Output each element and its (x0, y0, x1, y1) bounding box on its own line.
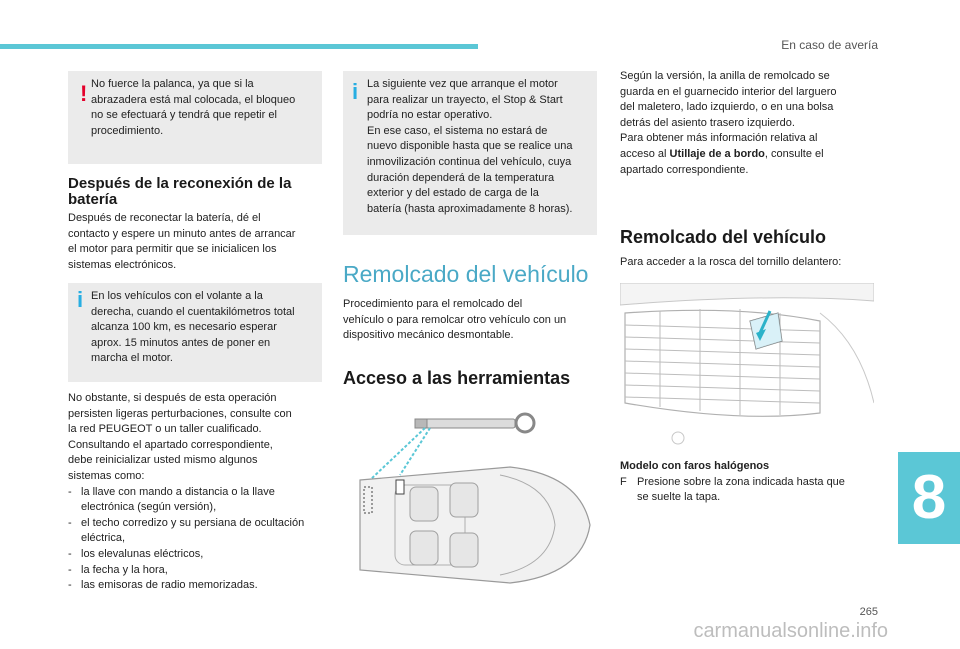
text-line: contacto y espere un minuto antes de arrancar (68, 227, 296, 240)
info-line: inmovilización continua del vehículo, cuya (367, 155, 572, 168)
text-line: del maletero, lado izquierdo, o en una bolsa (620, 101, 834, 114)
text-line: sistemas como: (68, 469, 145, 482)
header-accent-bar (0, 44, 478, 49)
info-line: nuevo disponible hasta que se realice una (367, 140, 573, 153)
info-icon: i (77, 287, 84, 312)
heading-towing-main: Remolcado del vehículo (343, 261, 589, 287)
section-title: En caso de avería (781, 38, 878, 52)
text-line: vehículo o para remolcar otro vehículo con un (343, 313, 567, 326)
heading-line: Después de la reconexión de la (68, 175, 292, 192)
chapter-tab: 8 (898, 452, 960, 544)
right-intro-text (620, 69, 882, 178)
page-number: 265 (859, 606, 878, 618)
info-line: La siguiente vez que arranque el motor (367, 78, 558, 90)
step-marker-icon: F (620, 475, 627, 488)
text-line: dispositivo mecánico desmontable. (343, 329, 514, 342)
text-line: Según la versión, la anilla de remolcado se (620, 70, 830, 82)
bold-reference: Utillaje de a bordo (669, 147, 765, 160)
info-box-left (68, 283, 322, 382)
info-line: derecha, cuando el cuentakilómetros total (91, 305, 295, 318)
exclamation-warning-icon: ! (80, 81, 88, 106)
info-line: duración dependerá de la temperatura (367, 171, 555, 184)
info-icon: i (352, 79, 359, 104)
text-line: detrás del asiento trasero izquierdo. (620, 116, 795, 129)
step-item (620, 475, 882, 506)
info-line: exterior y del estado de carga de la (367, 187, 539, 200)
heading-reconnect (68, 176, 291, 208)
text-line: guarda en el guarnecido interior del larguero (620, 85, 837, 98)
warning-line: procedimiento. (91, 124, 164, 137)
text-line: Consultando el apartado correspondiente, (68, 438, 273, 451)
list-item: - los elevalunas eléctricos, (68, 547, 308, 563)
heading-tools: Acceso a las herramientas (343, 368, 571, 388)
list-item: - el techo corredizo y su persiana de ocultación eléctrica, (68, 516, 308, 547)
info-box-middle (343, 71, 597, 235)
text-line: persisten ligeras perturbaciones, consulte con (68, 407, 292, 420)
systems-list (68, 485, 308, 594)
info-line: En los vehículos con el volante a la (91, 290, 263, 302)
text-line: el motor para permitir que se inicialicen los (68, 243, 277, 256)
after-text (68, 391, 330, 594)
model-label: Modelo con faros halógenos (620, 460, 770, 472)
front-text: Para acceder a la rosca del tornillo delantero: (620, 256, 842, 268)
text-line: debe reinicializar usted mismo algunos (68, 454, 258, 467)
info-line: batería (hasta aproximadamente 8 horas). (367, 202, 573, 215)
warning-line: no se efectuará y tendrá que repetir el (91, 109, 277, 122)
car-top-view-icon (360, 467, 590, 583)
watermark: carmanualsonline.info (693, 620, 888, 642)
info-line: para realizar un trayecto, el Stop & Start (367, 93, 563, 106)
info-line: aprox. 15 minutos antes de poner en (91, 336, 271, 349)
step-line: se suelte la tapa. (637, 491, 721, 504)
model-section (620, 459, 882, 506)
text-line: Procedimiento para el remolcado del (343, 298, 523, 310)
list-item: - las emisoras de radio memorizadas. (68, 578, 308, 594)
front-grille-illustration (620, 283, 874, 453)
heading-towing-right: Remolcado del vehículo (620, 227, 827, 247)
text-line: la red PEUGEOT o un taller cualificado. (68, 423, 262, 436)
text-fragment: , consulte el (764, 147, 824, 160)
text-line: apartado correspondiente. (620, 163, 749, 176)
list-item: - la llave con mando a distancia o la llave electrónica (según versión), (68, 485, 308, 516)
warning-line: abrazadera está mal colocada, el bloqueo (91, 93, 296, 106)
info-line: En ese caso, el sistema no estará de (367, 124, 548, 137)
heading-line: batería (68, 191, 118, 208)
warning-box (68, 71, 322, 164)
text-line: sistemas electrónicos. (68, 258, 177, 271)
info-line: podría no estar operativo. (367, 109, 493, 122)
text-fragment: acceso al (620, 147, 670, 160)
text-line (620, 147, 882, 163)
info-line: alcanza 100 km, es necesario esperar (91, 321, 277, 334)
list-item: - la fecha y la hora, (68, 563, 308, 579)
towing-text (343, 297, 603, 344)
step-line: Presione sobre la zona indicada hasta que (637, 475, 845, 488)
text-line: Para obtener más información relativa al (620, 132, 818, 145)
text-line: No obstante, si después de esta operación (68, 392, 277, 404)
tools-car-illustration (350, 405, 600, 605)
info-line: marcha el motor. (91, 352, 173, 365)
warning-line: No fuerce la palanca, ya que si la (91, 78, 254, 90)
reconnect-text (68, 211, 328, 273)
text-line: Después de reconectar la batería, dé el (68, 212, 261, 224)
